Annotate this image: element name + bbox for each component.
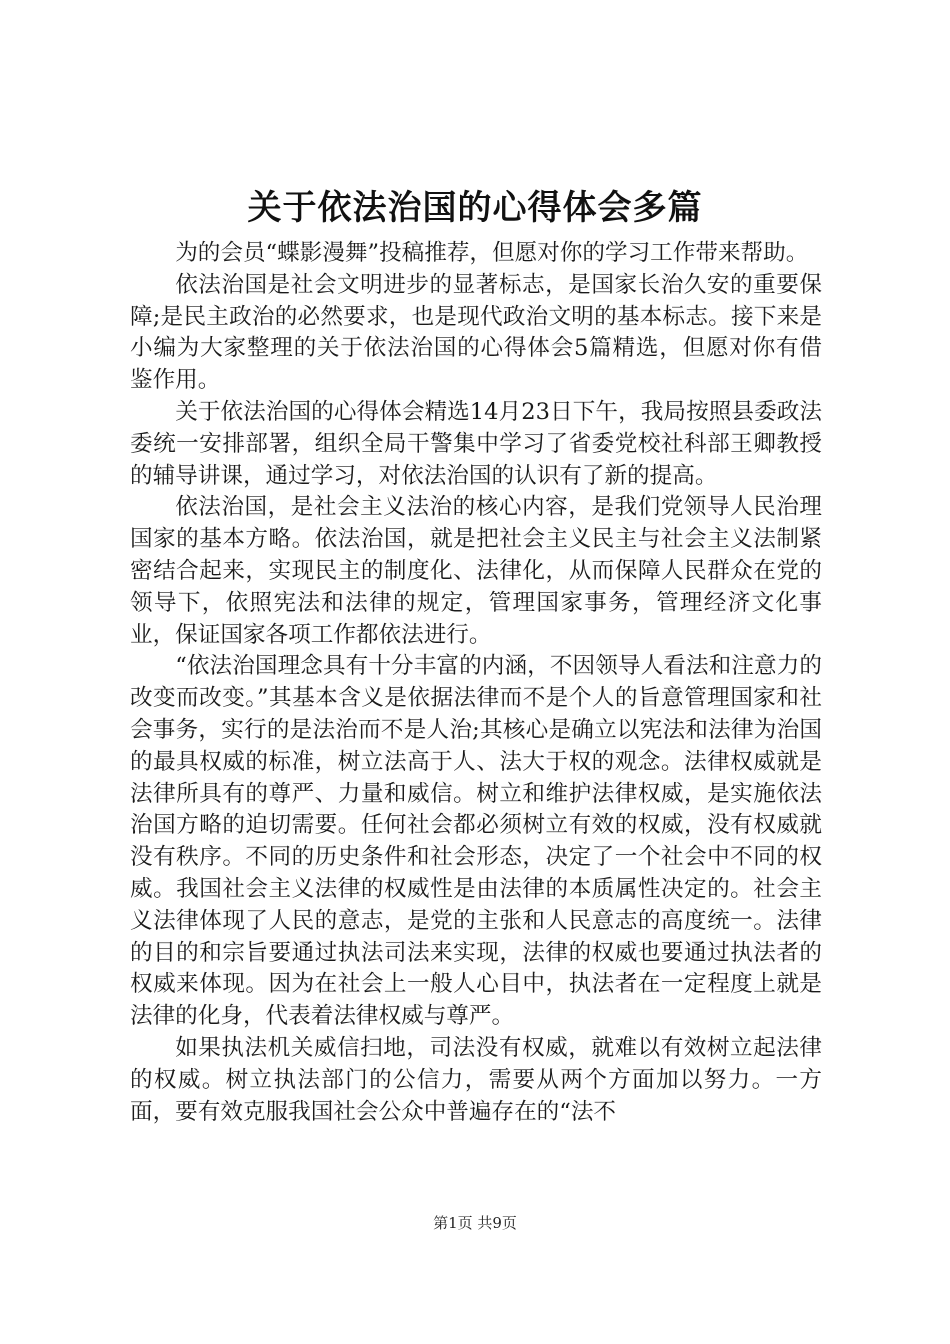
paragraph-core-content: 依法治国，是社会主义法治的核心内容，是我们党领导人民治理国家的基本方略。依法治国，就是把社会主义民主与社会主义法制紧密结合起来，实现民主的制度化、法律化，从而保障人民群众在党的领导下，依照宪法和法律的规定，管理国家事务，管理经济文化事业，保证国家各项工作都依法进行。 <box>130 494 822 648</box>
page-footer: 第1页 共9页 <box>433 1214 517 1232</box>
paragraph-enforcement-credibility: 如果执法机关威信扫地，司法没有权威，就难以有效树立起法律的权威。树立执法部门的公信力，需要从两个方面加以努力。一方面，要有效克服我国社会公众中普遍存在的“法不 <box>130 1034 822 1125</box>
document-title: 关于依法治国的心得体会多篇 <box>247 188 703 228</box>
paragraph-study-session: 关于依法治国的心得体会精选14月23日下午，我局按照县委政法委统一安排部署，组织全局干警集中学习了省委党校社科部王卿教授的辅导讲课，通过学习，对依法治国的认识有了新的提高。 <box>130 398 822 489</box>
paragraph-intro: 为的会员“蝶影漫舞”投稿推荐，但愿对你的学习工作带来帮助。 <box>175 240 809 266</box>
document-body <box>130 238 822 1128</box>
paragraph-legal-authority: “依法治国理念具有十分丰富的内涵，不因领导人看法和注意力的改变而改变。”其基本含义是依据法律而不是个人的旨意管理国家和社会事务，实行的是法治而不是人治;其核心是确立以宪法和法律为治国的最具权威的标准，树立法高于人、法大于权的观念。法律权威就是法律所具有的尊严、力量和威信。树立和维护法律权威，是实施依法治国方略的迫切需要。任何社会都必须树立有效的权威，没有权威就没有秩序。不同的历史条件和社会形态，决定了一个社会中不同的权威。我国社会主义法律的权威性是由法律的本质属性决定的。社会主义法律体现了人民的意志，是党的主张和人民意志的高度统一。法律的目的和宗旨要通过执法司法来实现，法律的权威也要通过执法者的权威来体现。因为在社会上一般人心目中，执法者在一定程度上就是法律的化身，代表着法律权威与尊严。 <box>130 653 822 1030</box>
paragraph-significance: 依法治国是社会文明进步的显著标志，是国家长治久安的重要保障;是民主政治的必然要求，也是现代政治文明的基本标志。接下来是小编为大家整理的关于依法治国的心得体会5篇精选，但愿对你有借鉴作用。 <box>130 271 822 394</box>
